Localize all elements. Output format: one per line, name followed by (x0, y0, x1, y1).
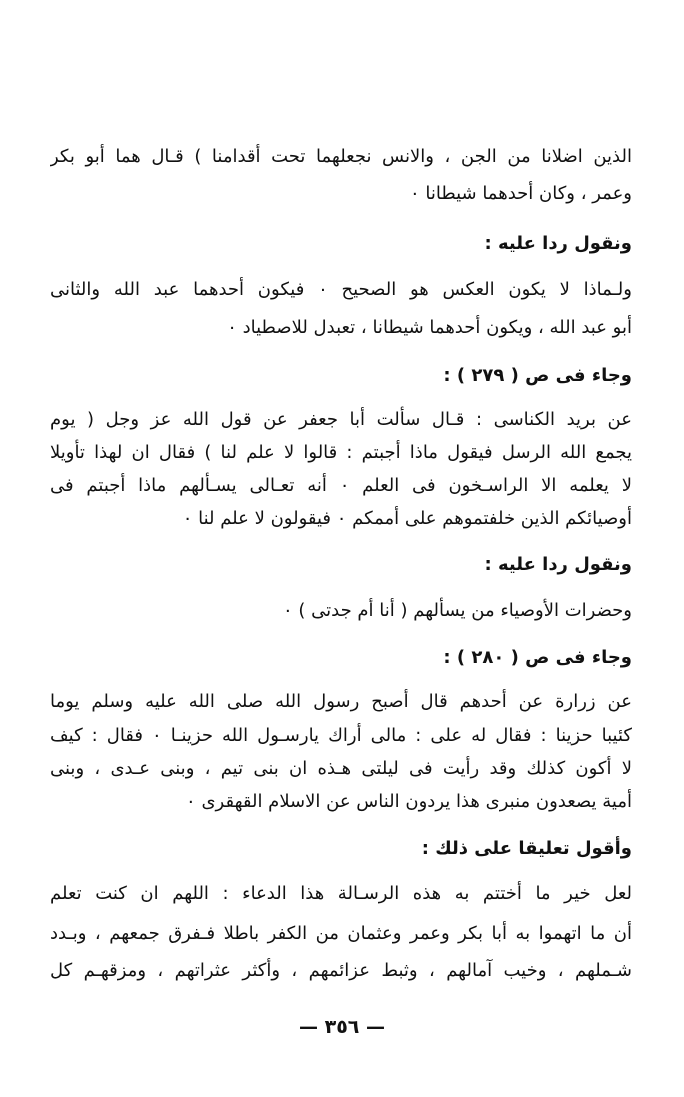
text-line-6: يجمع الله الرسل فيقول ماذا أجبتم : قالوا لا علم لنا ) فقال ان لهذا تأويلا (50, 442, 632, 463)
section-heading-page-279: وجاء فى ص ( ٢٧٩ ) : (443, 365, 632, 386)
text-line-15: أن ما اتهموا به أبا بكر وعمر وعثمان من الكفر باطلا فـفرق جمعهم ، وبـدد (50, 923, 632, 944)
text-line-10: عن زرارة عن أحدهم قال أصبح رسول الله صلى الله عليه وسلم يوما (50, 691, 632, 712)
text-line-5: عن بريد الكناسى : قـال سألت أبا جعفر عن قول الله عز وجل ( يوم (50, 409, 632, 430)
text-line-11: كئيبا حزينا : فقال له على : مالى أراك يارسـول الله حزينـا ٠ فقال : كيف (50, 725, 632, 746)
page-number: — ٣٥٦ — (298, 1016, 386, 1038)
text-line-16: شـملهم ، وخيب آمالهم ، وثبط عزائمهم ، وأكثر عثراتهم ، ومزقهـم كل (50, 960, 632, 981)
text-line-2: وعمر ، وكان أحدهما شيطانا ٠ (409, 183, 632, 204)
text-line-14: لعل خير ما أختتم به هذه الرسـالة هذا الدعاء : اللهم ان كنت تعلم (50, 883, 632, 904)
section-heading-comment: وأقول تعليقا على ذلك : (421, 838, 632, 859)
text-line-3: ولـماذا لا يكون العكس هو الصحيح ٠ فيكون أحدهما عبد الله والثانى (50, 279, 632, 300)
text-line-1: الذين اضلانا من الجن ، والانس نجعلهما تحت أقدامنا ) قـال هما أبو بكر (50, 146, 632, 167)
text-line-12: لا أكون كذلك وقد رأيت فى ليلتى هـذه ان بنى تيم ، وبنى عـدى ، وبنى (50, 758, 632, 779)
text-line-8: أوصيائكم الذين خلفتموهم على أممكم ٠ فيقولون لا علم لنا ٠ (182, 508, 632, 529)
section-heading-reply-1: ونقول ردا عليه : (484, 233, 632, 254)
text-line-4: أبو عبد الله ، ويكون أحدهما شيطانا ، تعبدل للاصطياد ٠ (227, 317, 632, 338)
text-line-7: لا يعلمه الا الراسـخون فى العلم ٠ أنه تعـالى يسـألهم ماذا أجبتم فى (50, 475, 632, 496)
text-line-9: وحضرات الأوصياء من يسألهم ( أنا أم جدتى ) ٠ (282, 600, 632, 621)
section-heading-page-280: وجاء فى ص ( ٢٨٠ ) : (443, 647, 632, 668)
section-heading-reply-2: ونقول ردا عليه : (484, 554, 632, 575)
text-line-13: أمية يصعدون منبرى هذا يردون الناس عن الاسلام القهقرى ٠ (186, 791, 632, 812)
